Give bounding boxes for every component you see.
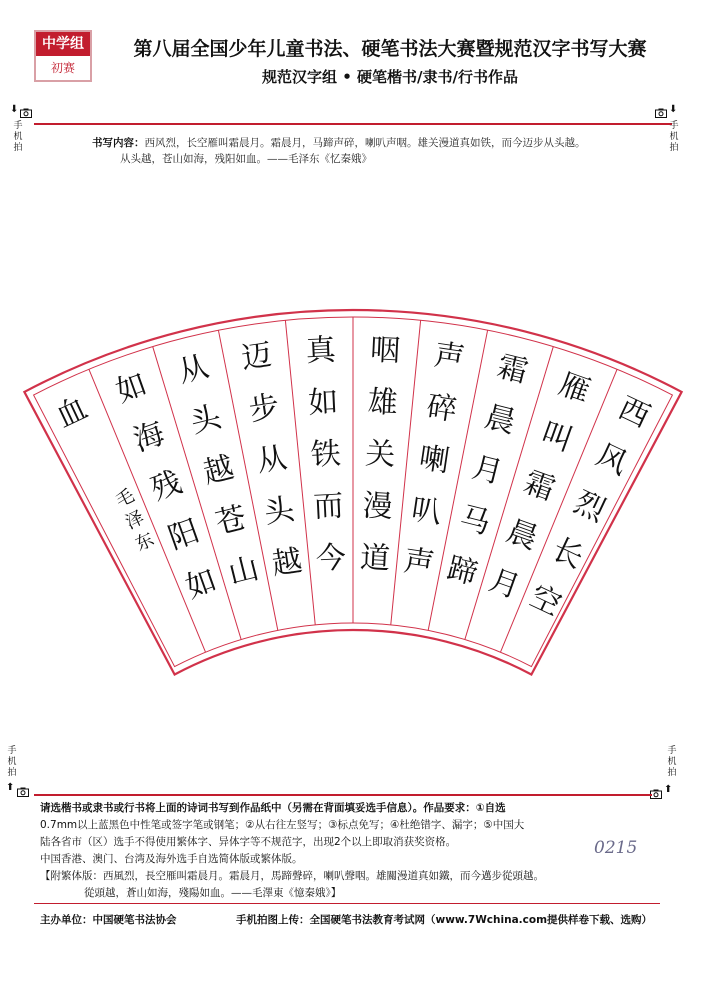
badge-round-label: 初赛 [50, 61, 75, 75]
fan-character: 霜 [493, 348, 532, 391]
side-char: 机 [667, 757, 677, 767]
fan-character: 步 [246, 389, 282, 429]
badge-group-label: 中学组 [36, 32, 90, 56]
fan-character: 如 [307, 384, 340, 421]
side-char: 拍 [669, 143, 679, 153]
arrow-down-icon: ⬇ [10, 104, 19, 115]
footer-rule [34, 903, 660, 904]
fan-character: 真 [304, 332, 337, 369]
page-subtitle: 规范汉字组 • 硬笔楷书/隶书/行书作品 [262, 68, 518, 86]
fan-character: 从 [174, 348, 213, 391]
fan-character: 越 [199, 449, 238, 492]
side-char: 拍 [13, 143, 23, 153]
fan-character: 血 [50, 390, 94, 436]
side-char: 机 [7, 757, 17, 767]
organizer-text: 主办单位：中国硬笔书法协会 [40, 914, 177, 926]
side-char: 拍 [7, 768, 17, 778]
fan-character: 空 [524, 578, 567, 624]
fan-character: 关 [364, 436, 396, 473]
arrow-up-icon: ⬆ [6, 782, 15, 793]
fan-signature-character: 泽 [122, 507, 148, 534]
side-char: 手 [13, 121, 23, 131]
fan-character: 风 [590, 437, 633, 483]
fan-character: 蹄 [443, 550, 482, 593]
fan-character: 铁 [310, 436, 342, 473]
fan-character: 晨 [502, 513, 543, 557]
fan-character: 声 [432, 337, 467, 377]
content-line-2: 从头越，苍山如海，残阳如血。——毛泽东《忆秦娥》 [120, 153, 372, 165]
fan-character: 如 [111, 366, 152, 410]
fan-character: 漫 [361, 488, 394, 525]
fan-signature-character: 东 [132, 528, 158, 556]
fan-character: 今 [315, 540, 347, 577]
fan-character: 声 [401, 543, 437, 583]
handwritten-number: 0215 [594, 838, 638, 858]
fan-character: 咽 [369, 332, 402, 369]
fan-character: 雁 [554, 366, 595, 410]
side-char: 机 [13, 132, 23, 142]
arrow-down-icon: ⬇ [669, 104, 678, 115]
arrow-up-icon: ⬆ [664, 784, 673, 795]
fan-character: 霜 [519, 464, 560, 508]
fan-character: 头 [261, 491, 297, 531]
side-char: 手 [667, 746, 677, 756]
fan-character: 雄 [366, 384, 399, 421]
fan-character: 从 [254, 440, 290, 480]
fan-character: 迈 [239, 337, 274, 377]
traditional-version-line: 【附繁体版：西風烈，長空雁叫霜晨月。霜晨月，馬蹄聲碎，喇叭聲咽。雄關漫道真如鐵，而今邁步從頭越。 [40, 870, 544, 882]
fan-character: 而 [312, 488, 345, 525]
fan-character: 山 [224, 550, 263, 593]
camera-icon [17, 782, 29, 801]
side-label-right-bottom [666, 746, 678, 779]
fan-character: 越 [269, 543, 305, 583]
page-title: 第八届全国少年儿童书法、硬笔书法大赛暨规范汉字书写大赛 [133, 38, 647, 60]
requirements-line: 中国香港、澳门、台湾及海外选手自选简体版或繁体版。 [40, 853, 303, 865]
fan-character: 西 [612, 390, 656, 436]
side-char: 手 [7, 746, 17, 756]
fan-character: 道 [359, 540, 391, 577]
side-char: 机 [669, 132, 679, 142]
bottom-rule [34, 794, 652, 796]
side-char: 拍 [667, 768, 677, 778]
fan-character: 头 [187, 399, 225, 441]
fan-character: 叭 [409, 491, 445, 531]
fan-character: 残 [146, 464, 187, 508]
fan-signature-character: 毛 [112, 485, 138, 512]
content-label: 书写内容： [92, 137, 145, 149]
upload-text: 手机拍图上传：全国硬笔书法教育考试网（www.7Wchina.com提供样卷下载、选购） [236, 914, 653, 926]
fan-character: 烈 [568, 484, 611, 530]
side-char: 手 [669, 121, 679, 131]
fan-character: 如 [181, 562, 222, 606]
fan-character: 月 [468, 449, 507, 492]
fan-character: 海 [129, 415, 170, 459]
side-label-left-bottom [6, 746, 18, 779]
content-line-1: 西风烈，长空雁叫霜晨月。霜晨月，马蹄声碎，喇叭声咽。雄关漫道真如铁，而今迈步从头越。 [144, 137, 586, 149]
fan-character: 碎 [424, 389, 460, 429]
fan-character: 苍 [212, 500, 250, 542]
fan-character: 喇 [416, 440, 452, 480]
requirements-line: 0.7mm以上蓝黑色中性笔或签字笔或钢笔；②从右往左竖写；③标点免写；④杜绝错字、漏字；⑤中国大 [40, 819, 525, 831]
fan-character: 晨 [481, 399, 519, 441]
traditional-version-line: 從頭越，蒼山如海，殘陽如血。——毛澤東《憶秦娥》】 [84, 887, 342, 899]
requirements-line: 陆各省市（区）选手不得使用繁体字、异体字等不规范字，出现2个以上即取消获奖资格。 [40, 836, 457, 848]
requirements-line: 请选楷书或隶书或行书将上面的诗词书写到作品纸中（另需在背面填妥选手信息）。作品要求：①自选 [40, 802, 506, 814]
fan-character: 阳 [163, 513, 204, 557]
fan-character: 马 [456, 500, 494, 542]
fan-character: 月 [484, 562, 525, 606]
fan-character: 长 [546, 531, 589, 577]
requirements-block [40, 800, 660, 902]
fan-character: 叫 [536, 415, 577, 459]
